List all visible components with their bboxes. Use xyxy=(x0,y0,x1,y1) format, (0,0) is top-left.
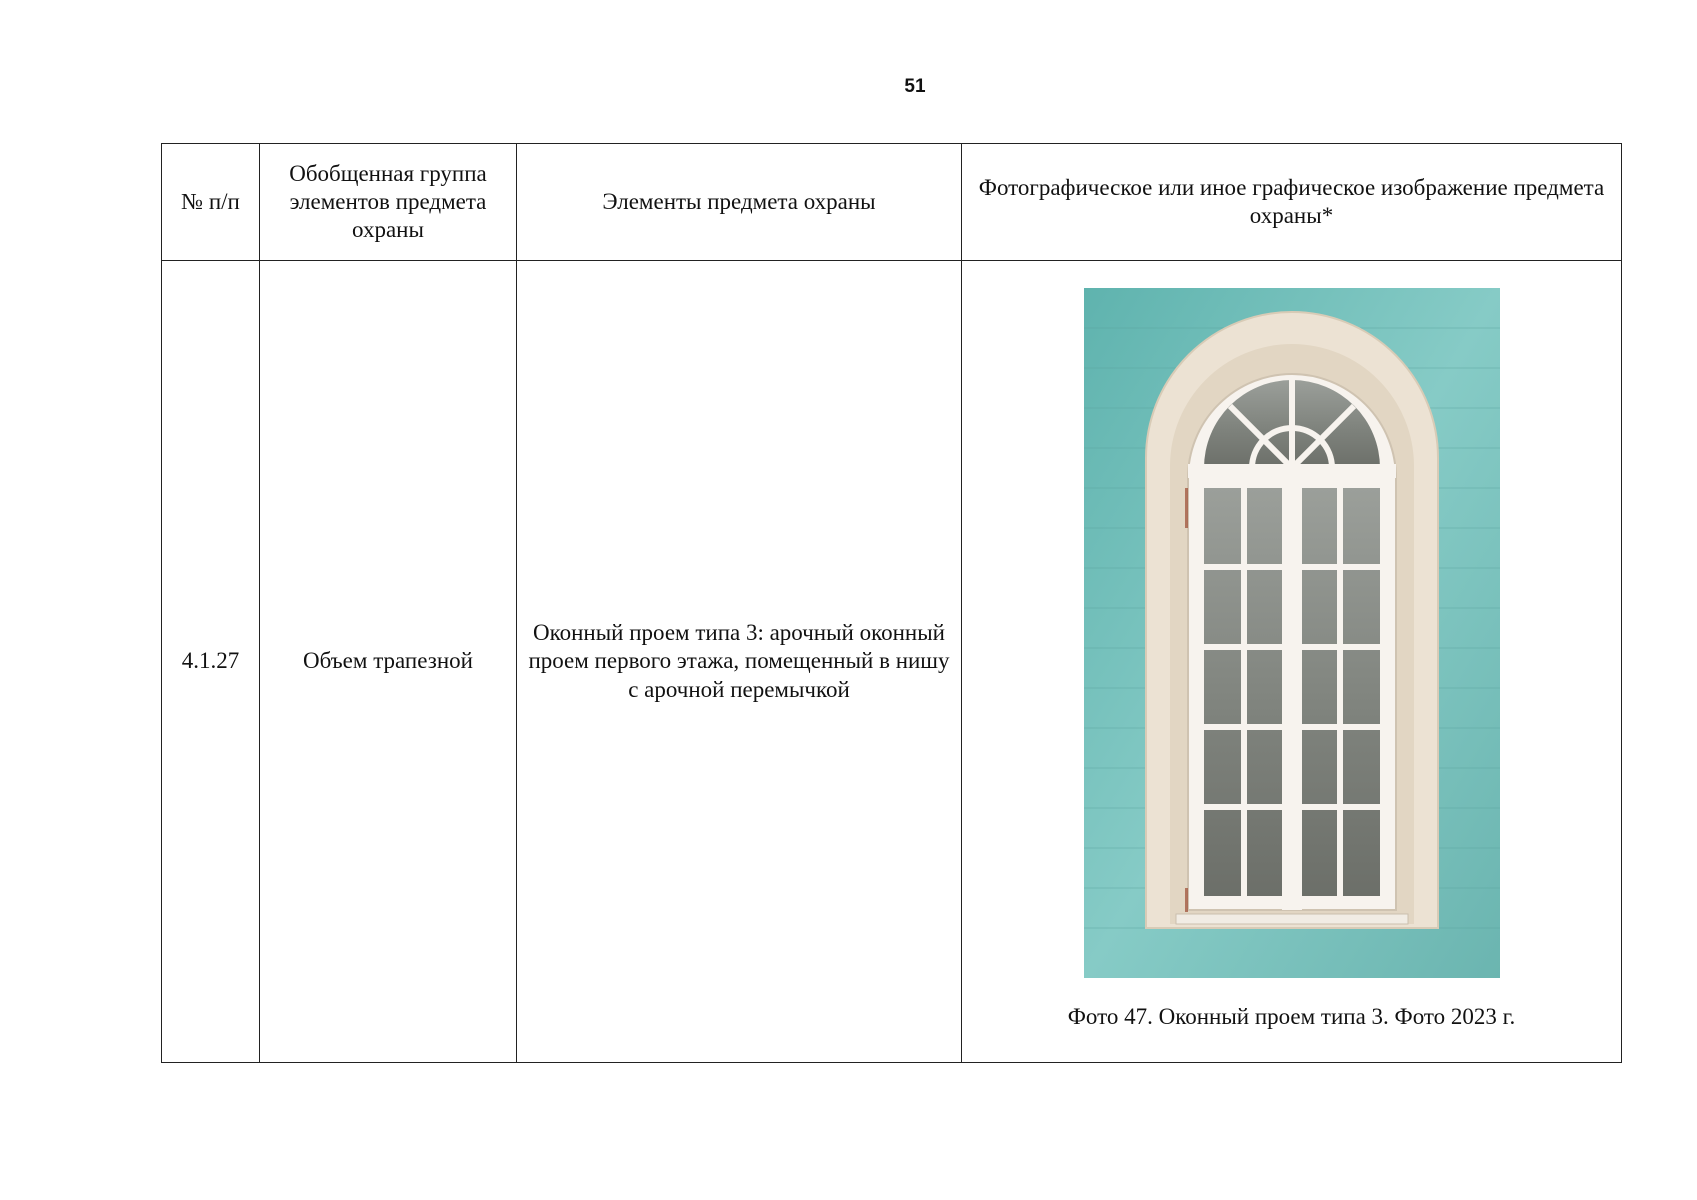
window-sill xyxy=(1176,914,1408,924)
row-photo-cell xyxy=(962,261,1622,1063)
arched-window-image xyxy=(1084,288,1500,978)
row-group: Объем трапезной xyxy=(260,261,517,1063)
table-row xyxy=(162,261,1622,1063)
header-image: Фотографическое или иное графическое изображение предмета охраны* xyxy=(962,144,1622,261)
header-number: № п/п xyxy=(162,144,260,261)
protection-table xyxy=(161,143,1622,1063)
window-photo xyxy=(1084,288,1500,978)
header-group: Обобщенная группа элементов предмета охраны xyxy=(260,144,517,261)
table-header-row xyxy=(162,144,1622,261)
row-element: Оконный проем типа 3: арочный оконный проем первого этажа, помещенный в нишу с арочной перемычкой xyxy=(517,261,962,1063)
header-elements: Элементы предмета охраны xyxy=(517,144,962,261)
photo-caption: Фото 47. Оконный проем типа 3. Фото 2023 г. xyxy=(1067,1004,1516,1029)
page-number: 51 xyxy=(904,76,926,97)
row-number: 4.1.27 xyxy=(162,261,260,1063)
